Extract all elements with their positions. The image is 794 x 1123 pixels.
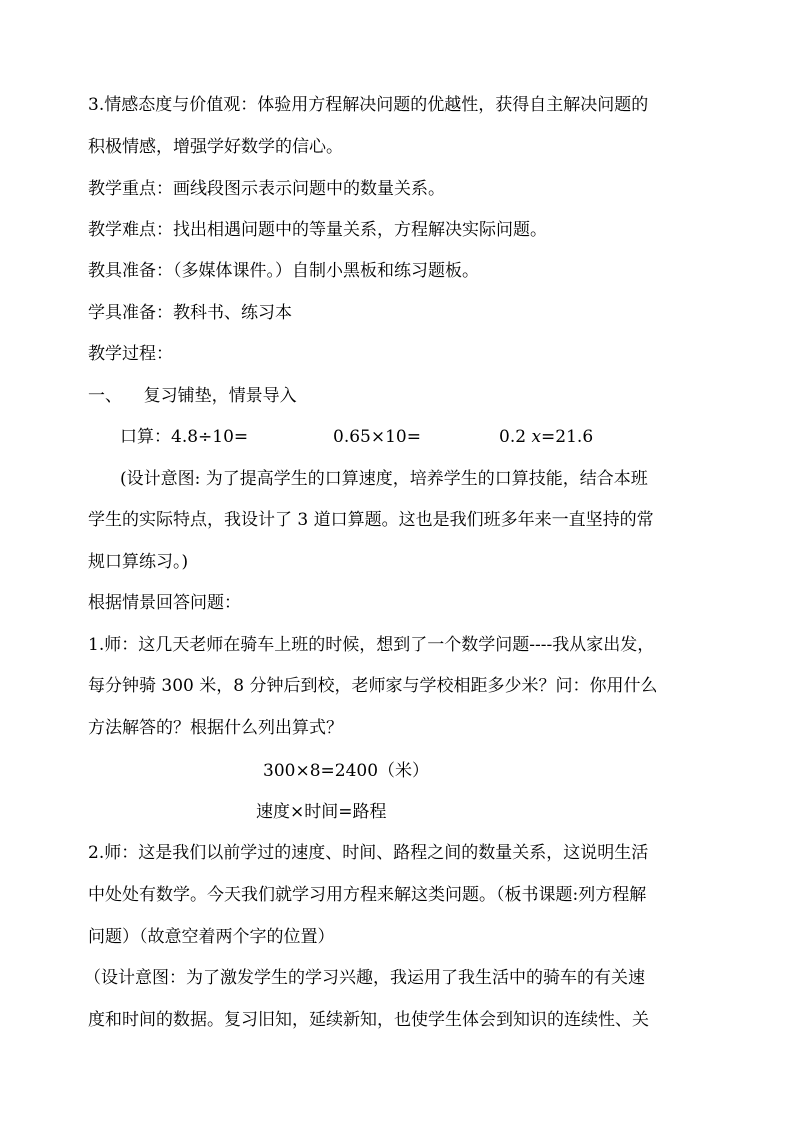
question-1-line-2: 每分钟骑 300 米，8 分钟后到校，老师家与学校相距多少米？问：你用什么 [88, 676, 658, 696]
teaching-process-heading: 教学过程： [88, 344, 173, 364]
teaching-difficulty: 教学难点：找出相遇问题中的等量关系，方程解决实际问题。 [88, 220, 547, 240]
design-intent-2-line-2: 度和时间的数据。复习旧知，延续新知，也使学生体会到知识的连续性、关 [88, 1010, 649, 1030]
scenario-heading: 根据情景回答问题： [88, 593, 241, 613]
formula-calculation: 300×8=2400（米） [263, 761, 430, 781]
design-intent-1-line-2: 学生的实际特点，我设计了 3 道口算题。这也是我们班多年来一直坚持的常 [88, 510, 654, 530]
question-1-line-1: 1.师：这几天老师在骑车上班的时候，想到了一个数学问题----我从家出发， [88, 635, 655, 655]
teaching-focus: 教学重点：画线段图示表示问题中的数量关系。 [88, 179, 445, 199]
teaching-aids: 教具准备：（多媒体课件。）自制小黑板和练习题板。 [88, 261, 479, 281]
question-2-line-2: 中处处有数学。今天我们就学习用方程来解这类问题。（板书课题:列方程解 [88, 885, 647, 905]
design-intent-2-line-1: （设计意图：为了激发学生的学习兴趣，我运用了我生活中的骑车的有关速 [84, 968, 645, 988]
question-2-line-3: 问题）（故意空着两个字的位置） [88, 927, 335, 947]
section-one-heading: 一、 复习铺垫，情景导入 [88, 386, 297, 406]
design-intent-1-line-1: (设计意图: 为了提高学生的口算速度，培养学生的口算技能，结合本班 [120, 469, 648, 489]
formula-relation: 速度×时间=路程 [256, 802, 387, 822]
oral-calc-3: 0.2 x=21.6 [499, 427, 594, 447]
question-1-line-3: 方法解答的？根据什么列出算式？ [88, 718, 343, 738]
objective-3-line-2: 积极情感，增强学好数学的信心。 [88, 137, 343, 157]
oral-calc-1: 口算：4.8÷10= [120, 427, 249, 447]
objective-3-line-1: 3.情感态度与价值观：体验用方程解决问题的优越性，获得自主解决问题的 [88, 95, 649, 115]
design-intent-1-line-3: 规口算练习。) [88, 552, 189, 572]
oral-calc-2: 0.65×10= [333, 427, 421, 447]
question-2-line-1: 2.师：这是我们以前学过的速度、时间、路程之间的数量关系，这说明生活 [88, 843, 649, 863]
learning-aids: 学具准备：教科书、练习本 [88, 303, 292, 323]
